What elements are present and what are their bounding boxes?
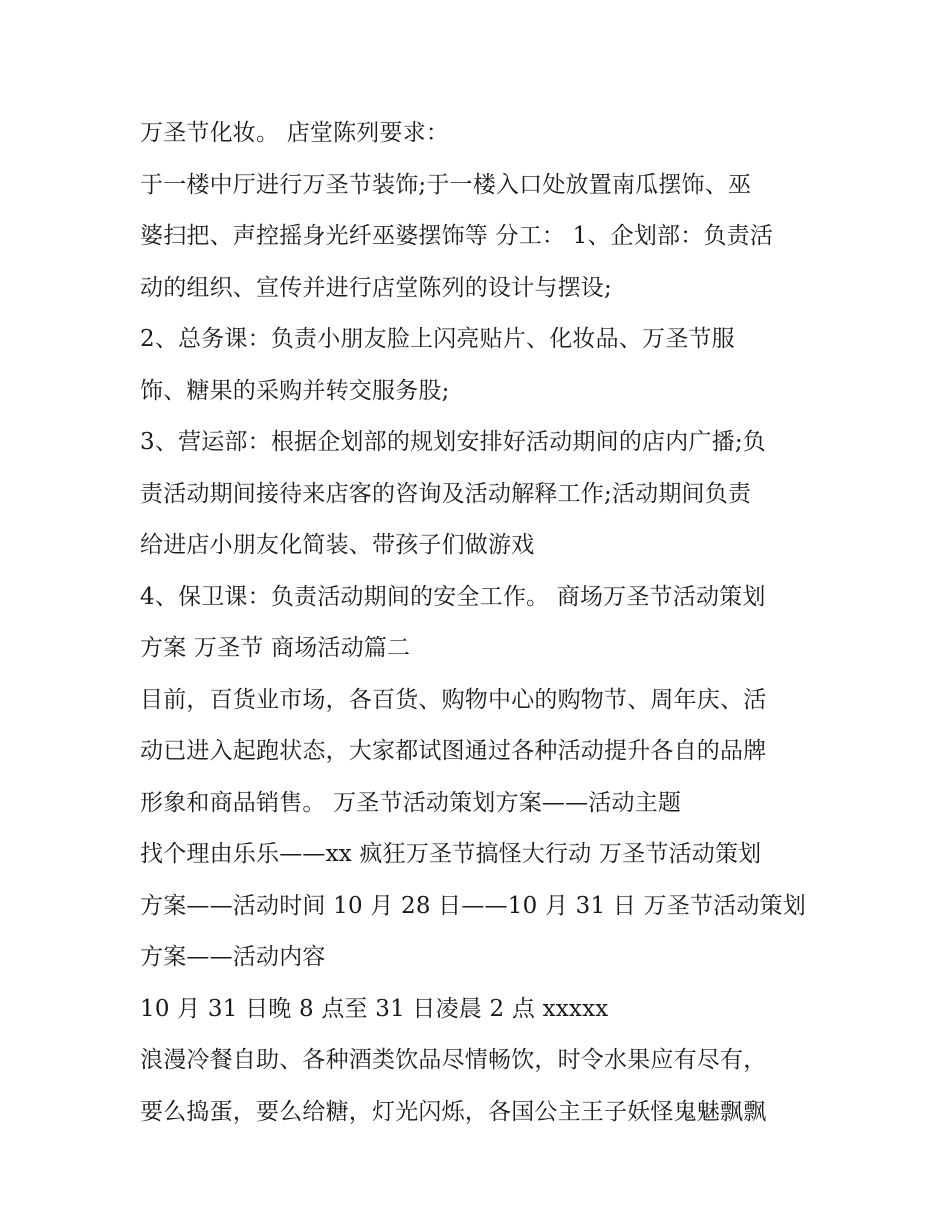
text-line: 动已进入起跑状态，大家都试图通过各种活动提升各自的品牌 — [140, 738, 767, 764]
text-line: 方案——活动内容 — [140, 944, 326, 970]
body-text — [140, 108, 830, 1138]
text-line: 目前，百货业市场，各百货、购物中心的购物节、周年庆、活 — [140, 686, 767, 713]
text-line: 方案——活动时间 10 月 28 日——10 月 31 日 万圣节活动策划 — [140, 892, 806, 919]
text-line: 3、营运部：根据企划部的规划安排好活动期间的店内广播;负 — [140, 429, 766, 455]
text-line: 2、总务课：负责小朋友脸上闪亮贴片、化妆品、万圣节服 — [140, 326, 735, 352]
text-line: 婆扫把、声控摇身光纤巫婆摆饰等 分工： 1、企划部：负责活 — [140, 223, 774, 249]
text-line: 找个理由乐乐——xx 疯狂万圣节搞怪大行动 万圣节活动策划 — [140, 841, 762, 867]
text-line: 动的组织、宣传并进行店堂陈列的设计与摆设; — [140, 274, 612, 301]
text-line: 方案 万圣节 商场活动篇二 — [140, 635, 411, 661]
text-line: 形象和商品销售。 万圣节活动策划方案——活动主题 — [140, 789, 682, 816]
text-line: 4、保卫课：负责活动期间的安全工作。 商场万圣节活动策划 — [140, 583, 766, 610]
text-line: 要么捣蛋，要么给糖，灯光闪烁，各国公主王子妖怪鬼魅飘飘 — [140, 1098, 767, 1125]
text-line: 给进店小朋友化简装、带孩子们做游戏 — [140, 532, 535, 558]
text-line: 于一楼中厅进行万圣节装饰;于一楼入口处放置南瓜摆饰、巫 — [140, 171, 752, 198]
text-line: 饰、糖果的采购并转交服务股; — [140, 377, 450, 404]
text-line: 万圣节化妆。 店堂陈列要求： — [140, 120, 450, 146]
text-line: 10 月 31 日晚 8 点至 31 日凌晨 2 点 xxxxx — [140, 995, 609, 1022]
text-line: 浪漫冷餐自助、各种酒类饮品尽情畅饮，时令水果应有尽有， — [140, 1047, 767, 1073]
text-line: 责活动期间接待来店客的咨询及活动解释工作;活动期间负责 — [140, 480, 752, 507]
